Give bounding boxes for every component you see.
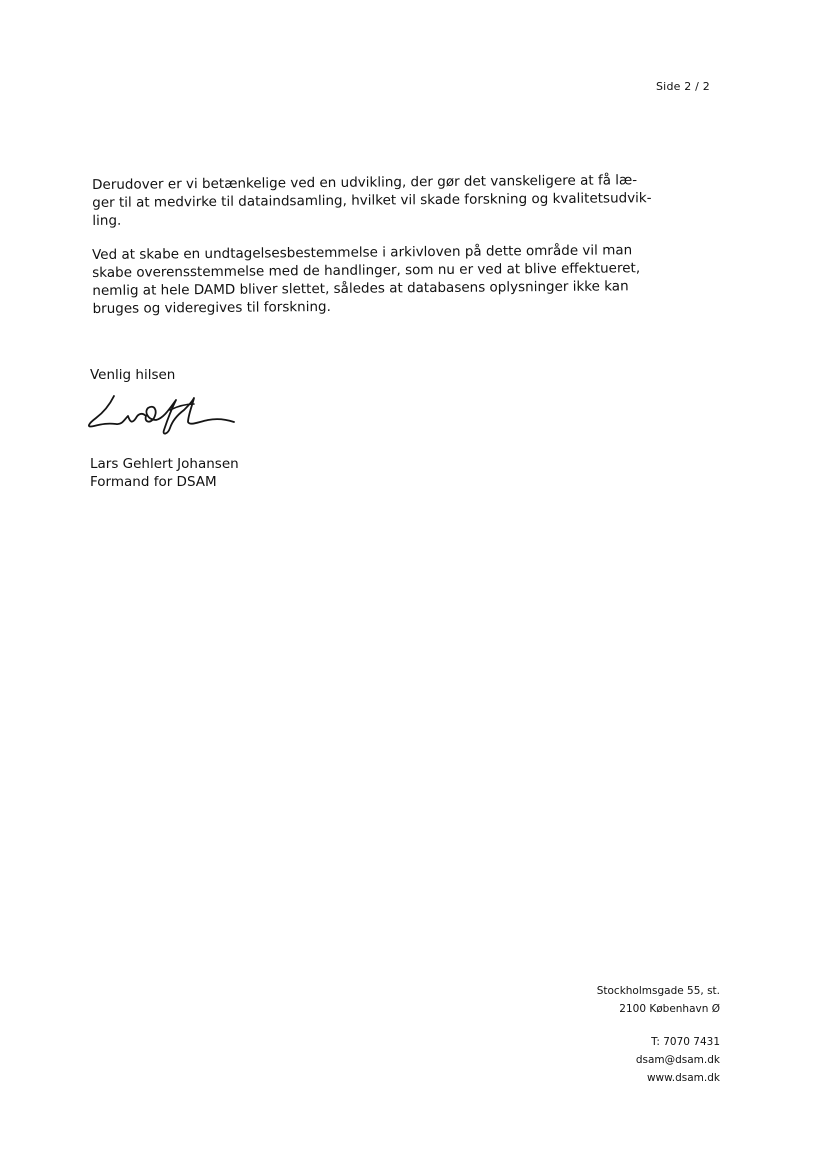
paragraph-line: Derudover er vi betænkelige ved en udvikling, der gør det vanskeligere at få læ- — [92, 172, 638, 193]
paragraph-line: Ved at skabe en undtagelsesbestemmelse i arkivloven på dette område vil man — [92, 242, 633, 263]
paragraph-line: ling. — [92, 212, 122, 229]
signer-name: Lars Gehlert Johansen — [90, 456, 239, 472]
paragraph-line: skabe overensstemmelse med de handlinger, som nu er ved at blive effektueret, — [92, 260, 641, 281]
address-email: dsam@dsam.dk — [635, 1054, 720, 1066]
page-number: Side 2 / 2 — [656, 80, 710, 93]
paragraph-data-collection — [92, 171, 652, 230]
address-website: www.dsam.dk — [646, 1072, 720, 1084]
handwritten-signature — [84, 390, 244, 440]
paragraph-line: ger til at medvirke til dataindsamling, hvilket vil skade forskning og kvalitetsudvik- — [92, 190, 652, 211]
address-spacer — [597, 1018, 720, 1033]
paragraph-line: bruges og videregives til forskning. — [92, 298, 331, 317]
paragraph-archive-law — [92, 241, 641, 318]
closing-greeting: Venlig hilsen — [90, 367, 176, 383]
signer-block — [90, 455, 239, 491]
address-city: 2100 København Ø — [619, 1003, 720, 1015]
signer-title: Formand for DSAM — [90, 474, 217, 490]
address-street: Stockholmsgade 55, st. — [596, 985, 720, 997]
footer-address — [597, 982, 720, 1087]
address-phone: T: 7070 7431 — [651, 1036, 720, 1048]
paragraph-line: nemlig at hele DAMD bliver slettet, således at databasens oplysninger ikke kan — [92, 278, 629, 299]
